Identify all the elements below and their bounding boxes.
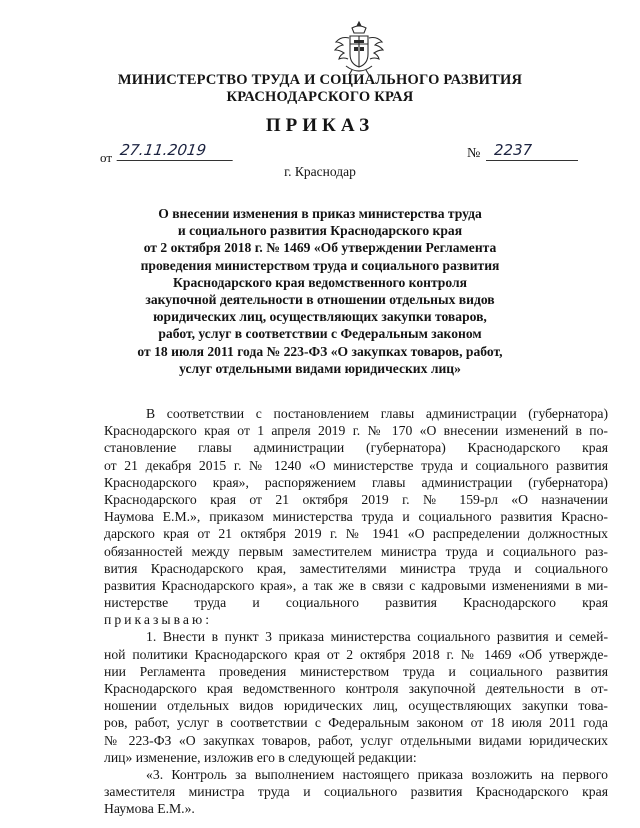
body-line: дарского края от 21 октября 2019 г. № 1941 «О распределении должностных <box>104 526 608 542</box>
body-line: нии Регламента проведения министерством труда и социального развития <box>104 663 608 679</box>
heading-line: юридических лиц, осуществляющих закупки товаров, <box>153 309 487 325</box>
heading-line: и социального развития Краснодарского края <box>177 223 463 239</box>
body-line: ной политики Краснодарского края от 2 октября 2018 г. № 1469 «Об утвержде- <box>104 646 608 662</box>
body-line: заместителя министра труда и социального развития Краснодарского края <box>104 784 608 800</box>
body-line: становление главы администрации (губернатора) Краснодарского края <box>104 440 608 456</box>
body-line: Наумова Е.М.». <box>104 801 195 817</box>
body-line: Краснодарского края от 1 апреля 2019 г. № 170 «О внесении изменений в по- <box>104 423 608 439</box>
body-line: ношении отдельных видов юридических лиц, осуществляющих закупки това- <box>104 698 608 714</box>
order-title: ПРИКАЗ <box>265 115 375 136</box>
body-line: Наумова Е.М.», приказом министерства труда и социального развития Красно- <box>104 509 608 525</box>
order-body <box>104 405 608 818</box>
ministry-name-line1: МИНИСТЕРСТВО ТРУДА И СОЦИАЛЬНОГО РАЗВИТИЯ <box>117 72 523 88</box>
heading-line: проведения министерством труда и социального развития <box>140 257 500 273</box>
order-heading <box>130 205 510 377</box>
order-number: 2237 <box>486 141 578 161</box>
order-date: 27.11.2019 <box>117 141 236 161</box>
body-line: нистерстве труда и социального развития Краснодарского края <box>104 595 608 611</box>
heading-line: от 2 октября 2018 г. № 1469 «Об утверждении Регламента <box>143 240 497 256</box>
body-line: Краснодарского края», распоряжением главы администрации (губернатора) <box>104 474 608 490</box>
body-line: В соответствии с постановлением главы администрации (губернатора) <box>146 406 608 421</box>
date-prefix: от <box>100 150 113 165</box>
ministry-name-line2: КРАСНОДАРСКОГО КРАЯ <box>226 89 414 105</box>
coat-of-arms-icon <box>332 20 386 76</box>
body-line: лиц» изменение, изложив его в следующей редакции: <box>104 749 417 765</box>
heading-line: от 18 июля 2011 года № 223-ФЗ «О закупках товаров, работ, <box>137 343 503 359</box>
heading-line: закупочной деятельности в отношении отдельных видов <box>145 292 495 308</box>
heading-line: Краснодарского края ведомственного контроля <box>173 274 467 290</box>
city: г. Краснодар <box>284 164 356 179</box>
body-line-prikazyvayu: приказываю: <box>104 612 213 628</box>
number-prefix: № <box>467 146 481 161</box>
body-line: Краснодарского края от 21 октября 2019 г. № 159-рл «О назначении <box>104 491 608 507</box>
body-line: ров, работ, услуг в соответствии с Федеральным законом от 18 июля 2011 года <box>104 715 608 731</box>
heading-line: О внесении изменения в приказ министерства труда <box>158 206 482 221</box>
body-line: Краснодарского края ведомственного контроля закупочной деятельности в от- <box>104 681 608 696</box>
body-line: от 21 декабря 2015 г. № 1240 «О министерстве труда и социального развития <box>104 457 608 473</box>
body-line: развития Краснодарского края», а так же в связи с кадровыми изменениями в ми- <box>104 577 608 593</box>
body-line: «3. Контроль за выполнением настоящего приказа возложить на первого <box>146 766 608 782</box>
body-line: вития Краснодарского края, заместителями министра труда и социального <box>104 560 608 576</box>
body-line: обязанностей между первым заместителем министра труда и социального раз- <box>104 543 608 559</box>
heading-line: работ, услуг в соответствии с Федеральным законом <box>158 326 482 342</box>
heading-line: услуг отдельными видами юридических лиц» <box>179 360 461 376</box>
body-line: 1. Внести в пункт 3 приказа министерства социального развития и семей- <box>146 629 608 645</box>
body-line: № 223-ФЗ «О закупках товаров, работ, услуг отдельными видами юридических <box>104 732 608 748</box>
